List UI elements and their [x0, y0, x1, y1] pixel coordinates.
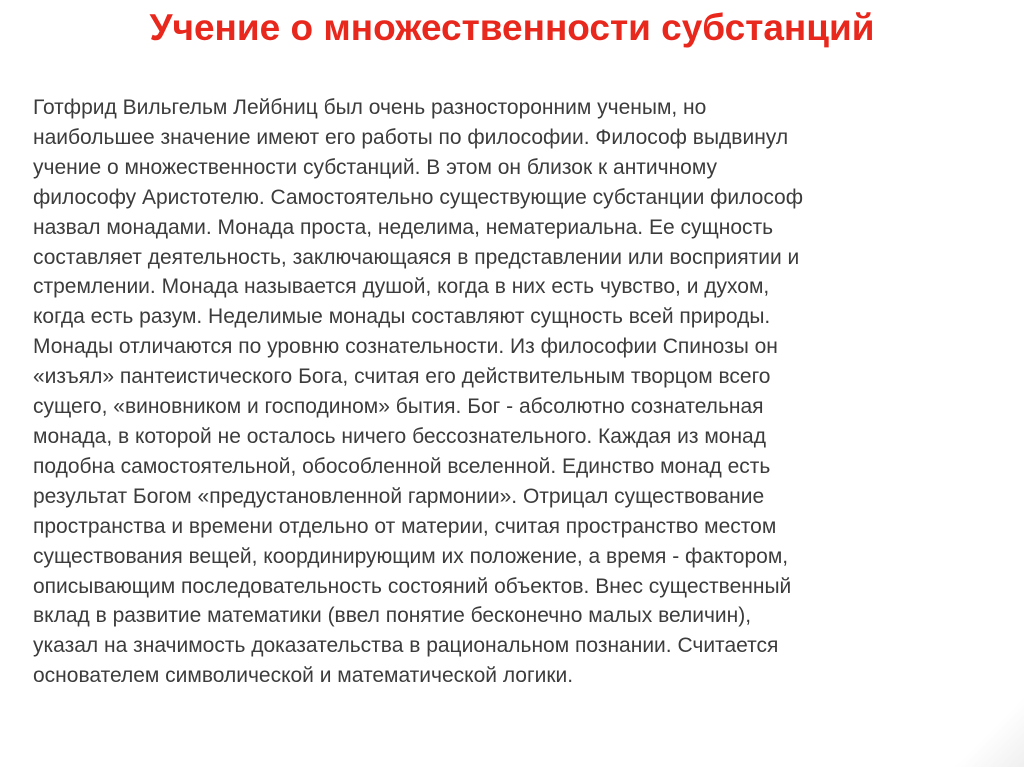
text-line: пространства и времени отдельно от материи, считая пространство местом — [33, 514, 777, 538]
slide-title: Учение о множественности субстанций — [149, 7, 875, 48]
text-line: описывающим последовательность состояний объектов. Внес существенный — [33, 574, 792, 598]
page-corner-shadow — [954, 697, 1024, 767]
text-line: Готфрид Вильгельм Лейбниц был очень разносторонним ученым, но — [33, 96, 707, 119]
text-line: наибольшее значение имеют его работы по философии. Философ выдвинул — [33, 125, 789, 149]
text-line: результат Богом «предустановленной гармонии». Отрицал существование — [33, 484, 765, 508]
text-line: «изъял» пантеистического Бога, считая его действительным творцом всего — [33, 365, 771, 389]
text-line: составляет деятельность, заключающаяся в представлении или восприятии и — [33, 245, 800, 269]
text-line: существования вещей, координирующим их положение, а время - фактором, — [33, 544, 789, 568]
text-line: Монады отличаются по уровню сознательности. Из философии Спинозы он — [33, 335, 778, 359]
text-line: подобна самостоятельной, обособленной вселенной. Единство монад есть — [33, 454, 771, 478]
text-line: основателем символической и математической логики. — [33, 664, 574, 688]
text-line: стремлении. Монада называется душой, когда в них есть чувство, и духом, — [33, 275, 770, 299]
text-line: монада, в которой не осталось ничего бессознательного. Каждая из монад — [33, 424, 766, 448]
text-line: указал на значимость доказательства в рациональном познании. Считается — [33, 634, 779, 658]
text-line: вклад в развитие математики (ввел понятие бесконечно малых величин), — [33, 604, 752, 628]
body-paragraph — [33, 93, 1008, 691]
text-line: назвал монадами. Монада проста, неделима, нематериальна. Ее сущность — [33, 215, 774, 239]
text-line: сущего, «виновником и господином» бытия. Бог - абсолютно сознательная — [33, 395, 764, 419]
text-line: учение о множественности субстанций. В этом он близок к античному — [33, 155, 718, 179]
text-line: философу Аристотелю. Самостоятельно существующие субстанции философ — [33, 185, 804, 209]
text-line: когда есть разум. Неделимые монады составляют сущность всей природы. — [33, 305, 771, 329]
